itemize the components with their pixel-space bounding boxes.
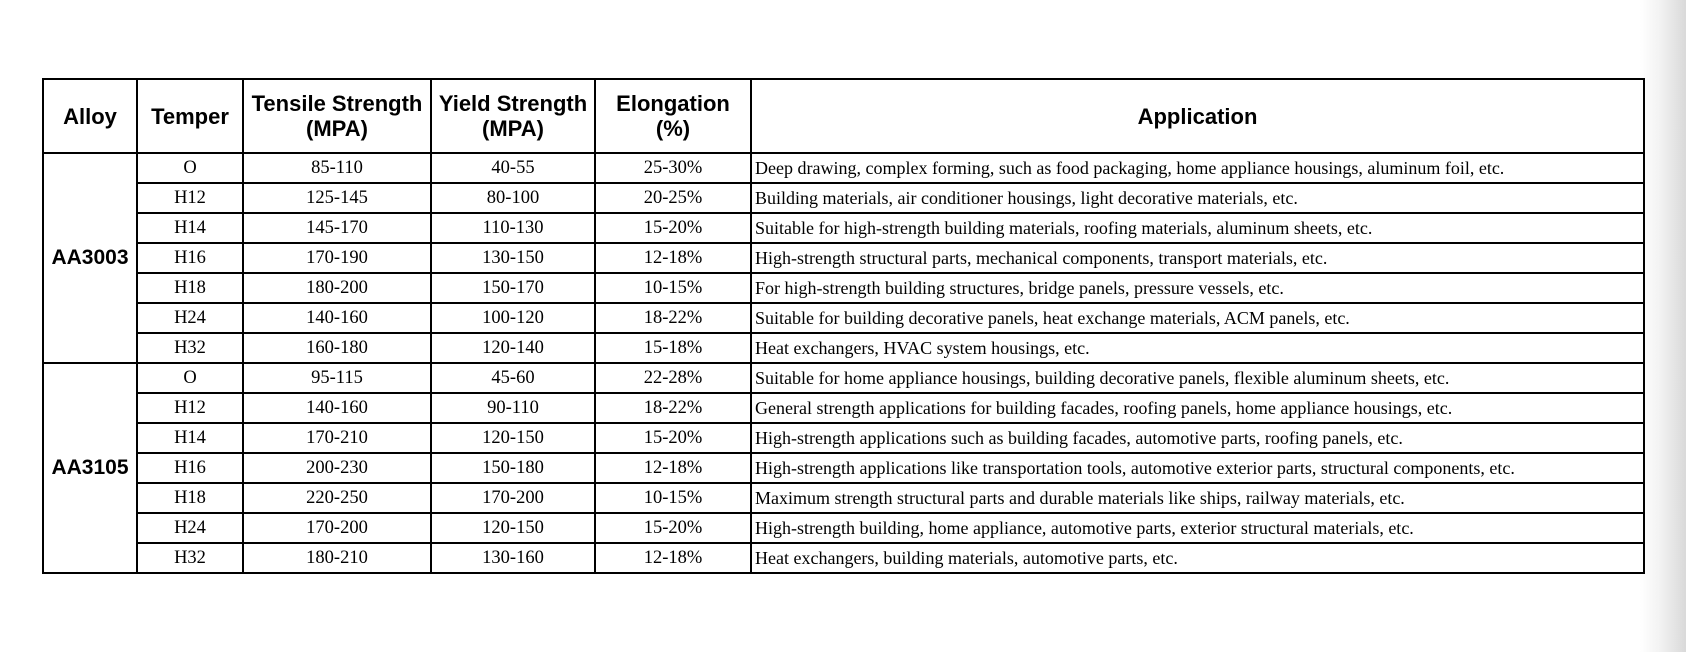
elongation-cell: 12-18% bbox=[595, 453, 751, 483]
header-application: Application bbox=[751, 79, 1644, 153]
table-row bbox=[43, 183, 1644, 213]
tensile-strength-cell: 200-230 bbox=[243, 453, 431, 483]
tensile-strength-cell: 180-210 bbox=[243, 543, 431, 573]
application-cell: Deep drawing, complex forming, such as food packaging, home appliance housings, aluminum foil, etc. bbox=[751, 153, 1644, 183]
tensile-strength-cell: 125-145 bbox=[243, 183, 431, 213]
yield-strength-cell: 40-55 bbox=[431, 153, 595, 183]
temper-cell: H32 bbox=[137, 333, 243, 363]
temper-cell: O bbox=[137, 153, 243, 183]
header-tensile-strength: Tensile Strength (MPA) bbox=[243, 79, 431, 153]
table-row bbox=[43, 453, 1644, 483]
temper-cell: H18 bbox=[137, 483, 243, 513]
table-row bbox=[43, 333, 1644, 363]
application-cell: High-strength applications like transportation tools, automotive exterior parts, structural components, etc. bbox=[751, 453, 1644, 483]
yield-strength-cell: 150-170 bbox=[431, 273, 595, 303]
tensile-strength-cell: 145-170 bbox=[243, 213, 431, 243]
tensile-strength-cell: 170-200 bbox=[243, 513, 431, 543]
table-row bbox=[43, 213, 1644, 243]
temper-cell: H12 bbox=[137, 183, 243, 213]
application-cell: High-strength structural parts, mechanical components, transport materials, etc. bbox=[751, 243, 1644, 273]
yield-strength-cell: 80-100 bbox=[431, 183, 595, 213]
tensile-strength-cell: 85-110 bbox=[243, 153, 431, 183]
elongation-cell: 10-15% bbox=[595, 273, 751, 303]
table-row bbox=[43, 393, 1644, 423]
page-edge-shadow bbox=[1640, 0, 1686, 652]
table-row bbox=[43, 243, 1644, 273]
table-row bbox=[43, 543, 1644, 573]
table-row bbox=[43, 303, 1644, 333]
yield-strength-cell: 170-200 bbox=[431, 483, 595, 513]
elongation-cell: 10-15% bbox=[595, 483, 751, 513]
elongation-cell: 25-30% bbox=[595, 153, 751, 183]
elongation-cell: 12-18% bbox=[595, 543, 751, 573]
header-elongation: Elongation (%) bbox=[595, 79, 751, 153]
application-cell: Suitable for high-strength building materials, roofing materials, aluminum sheets, etc. bbox=[751, 213, 1644, 243]
table-row bbox=[43, 423, 1644, 453]
yield-strength-cell: 130-160 bbox=[431, 543, 595, 573]
tensile-strength-cell: 95-115 bbox=[243, 363, 431, 393]
tensile-strength-cell: 140-160 bbox=[243, 393, 431, 423]
yield-strength-cell: 110-130 bbox=[431, 213, 595, 243]
yield-strength-cell: 120-140 bbox=[431, 333, 595, 363]
application-cell: Maximum strength structural parts and durable materials like ships, railway materials, etc. bbox=[751, 483, 1644, 513]
application-cell: Suitable for building decorative panels, heat exchange materials, ACM panels, etc. bbox=[751, 303, 1644, 333]
elongation-cell: 22-28% bbox=[595, 363, 751, 393]
tensile-strength-cell: 170-190 bbox=[243, 243, 431, 273]
table-row bbox=[43, 273, 1644, 303]
alloy-properties-table bbox=[42, 78, 1645, 574]
elongation-cell: 18-22% bbox=[595, 303, 751, 333]
alloy-cell: AA3003 bbox=[43, 153, 137, 363]
temper-cell: H18 bbox=[137, 273, 243, 303]
elongation-cell: 15-20% bbox=[595, 513, 751, 543]
application-cell: High-strength applications such as building facades, automotive parts, roofing panels, etc. bbox=[751, 423, 1644, 453]
tensile-strength-cell: 220-250 bbox=[243, 483, 431, 513]
application-cell: High-strength building, home appliance, automotive parts, exterior structural materials, etc. bbox=[751, 513, 1644, 543]
elongation-cell: 18-22% bbox=[595, 393, 751, 423]
application-cell: Heat exchangers, HVAC system housings, etc. bbox=[751, 333, 1644, 363]
yield-strength-cell: 45-60 bbox=[431, 363, 595, 393]
elongation-cell: 15-20% bbox=[595, 423, 751, 453]
application-cell: Building materials, air conditioner housings, light decorative materials, etc. bbox=[751, 183, 1644, 213]
temper-cell: H14 bbox=[137, 423, 243, 453]
temper-cell: H12 bbox=[137, 393, 243, 423]
alloy-cell: AA3105 bbox=[43, 363, 137, 573]
table-row bbox=[43, 513, 1644, 543]
elongation-cell: 20-25% bbox=[595, 183, 751, 213]
yield-strength-cell: 100-120 bbox=[431, 303, 595, 333]
yield-strength-cell: 90-110 bbox=[431, 393, 595, 423]
table-row bbox=[43, 363, 1644, 393]
tensile-strength-cell: 160-180 bbox=[243, 333, 431, 363]
application-cell: For high-strength building structures, bridge panels, pressure vessels, etc. bbox=[751, 273, 1644, 303]
temper-cell: H16 bbox=[137, 453, 243, 483]
elongation-cell: 15-20% bbox=[595, 213, 751, 243]
temper-cell: O bbox=[137, 363, 243, 393]
header-yield-strength: Yield Strength (MPA) bbox=[431, 79, 595, 153]
temper-cell: H24 bbox=[137, 513, 243, 543]
temper-cell: H32 bbox=[137, 543, 243, 573]
application-cell: Suitable for home appliance housings, building decorative panels, flexible aluminum sheets, etc. bbox=[751, 363, 1644, 393]
header-alloy: Alloy bbox=[43, 79, 137, 153]
yield-strength-cell: 120-150 bbox=[431, 513, 595, 543]
temper-cell: H14 bbox=[137, 213, 243, 243]
table-row bbox=[43, 153, 1644, 183]
tensile-strength-cell: 140-160 bbox=[243, 303, 431, 333]
elongation-cell: 15-18% bbox=[595, 333, 751, 363]
yield-strength-cell: 150-180 bbox=[431, 453, 595, 483]
yield-strength-cell: 130-150 bbox=[431, 243, 595, 273]
temper-cell: H16 bbox=[137, 243, 243, 273]
table-row bbox=[43, 483, 1644, 513]
tensile-strength-cell: 180-200 bbox=[243, 273, 431, 303]
application-cell: Heat exchangers, building materials, automotive parts, etc. bbox=[751, 543, 1644, 573]
elongation-cell: 12-18% bbox=[595, 243, 751, 273]
application-cell: General strength applications for building facades, roofing panels, home appliance housings, etc. bbox=[751, 393, 1644, 423]
table-body bbox=[43, 153, 1644, 573]
yield-strength-cell: 120-150 bbox=[431, 423, 595, 453]
tensile-strength-cell: 170-210 bbox=[243, 423, 431, 453]
temper-cell: H24 bbox=[137, 303, 243, 333]
table-header-row bbox=[43, 79, 1644, 153]
header-temper: Temper bbox=[137, 79, 243, 153]
